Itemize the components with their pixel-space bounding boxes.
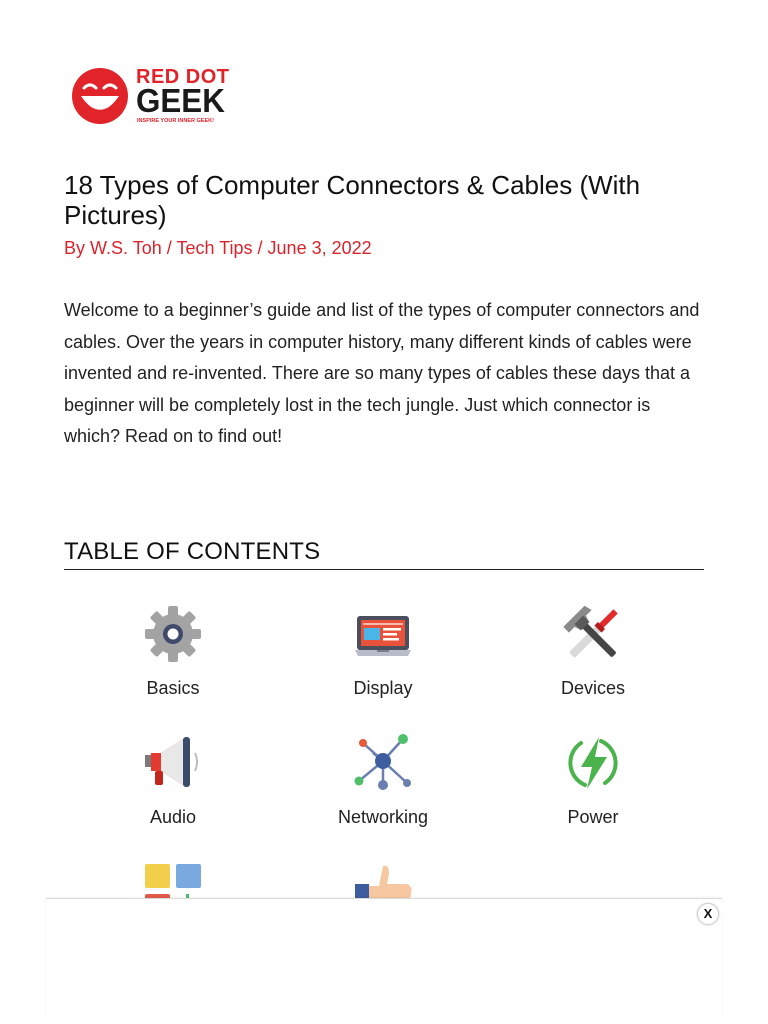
article-title: 18 Types of Computer Connectors & Cables (With Pictures) (64, 170, 641, 230)
publish-date: June 3, 2022 (267, 238, 372, 258)
logo-text-geek: GEEK (136, 82, 225, 119)
article-meta (64, 238, 372, 259)
gear-icon (143, 604, 203, 664)
toc-label: Networking (337, 807, 429, 827)
logo-text-red-dot: RED DOT (136, 66, 230, 88)
toc-label: Power (567, 807, 619, 827)
meta-separator: / (257, 238, 263, 258)
toc-item-devices[interactable] (518, 604, 668, 699)
category-link[interactable]: Tech Tips (176, 238, 253, 258)
toc-heading: TABLE OF CONTENTS (64, 538, 321, 565)
sticky-ad-bar (46, 898, 722, 1024)
meta-prefix: By (64, 238, 86, 258)
close-ad-button[interactable]: X (697, 903, 719, 925)
toc-label: Basics (146, 678, 200, 698)
toc-item-basics[interactable] (98, 604, 248, 699)
megaphone-icon (143, 733, 203, 793)
toc-item-audio[interactable] (98, 733, 248, 828)
logo-tagline: INSPIRE YOUR INNER GEEK! (137, 118, 214, 124)
toc-label: Devices (560, 678, 626, 698)
article-intro: Welcome to a beginner’s guide and list of the types of computer connectors and cables. Over the years in computer history, many different kinds of cables were invented and re-invented. There are so many types of cables these days that a beginner will be completely lost in the tech jungle. Just which connector is which? Read on to find out! (64, 300, 700, 446)
power-icon (563, 733, 623, 793)
toc-item-power[interactable] (518, 733, 668, 828)
author-link[interactable]: W.S. Toh (90, 238, 162, 258)
toc-divider (64, 569, 704, 570)
toc-item-networking[interactable] (308, 733, 458, 828)
site-logo[interactable] (70, 66, 230, 128)
laughing-face-icon (70, 66, 130, 124)
tools-icon (563, 604, 623, 664)
toc-label: Audio (149, 807, 197, 827)
toc-label: Display (353, 678, 413, 698)
network-icon (353, 733, 413, 793)
toc-item-display[interactable] (308, 604, 458, 699)
laptop-icon (353, 604, 413, 664)
meta-separator: / (166, 238, 172, 258)
